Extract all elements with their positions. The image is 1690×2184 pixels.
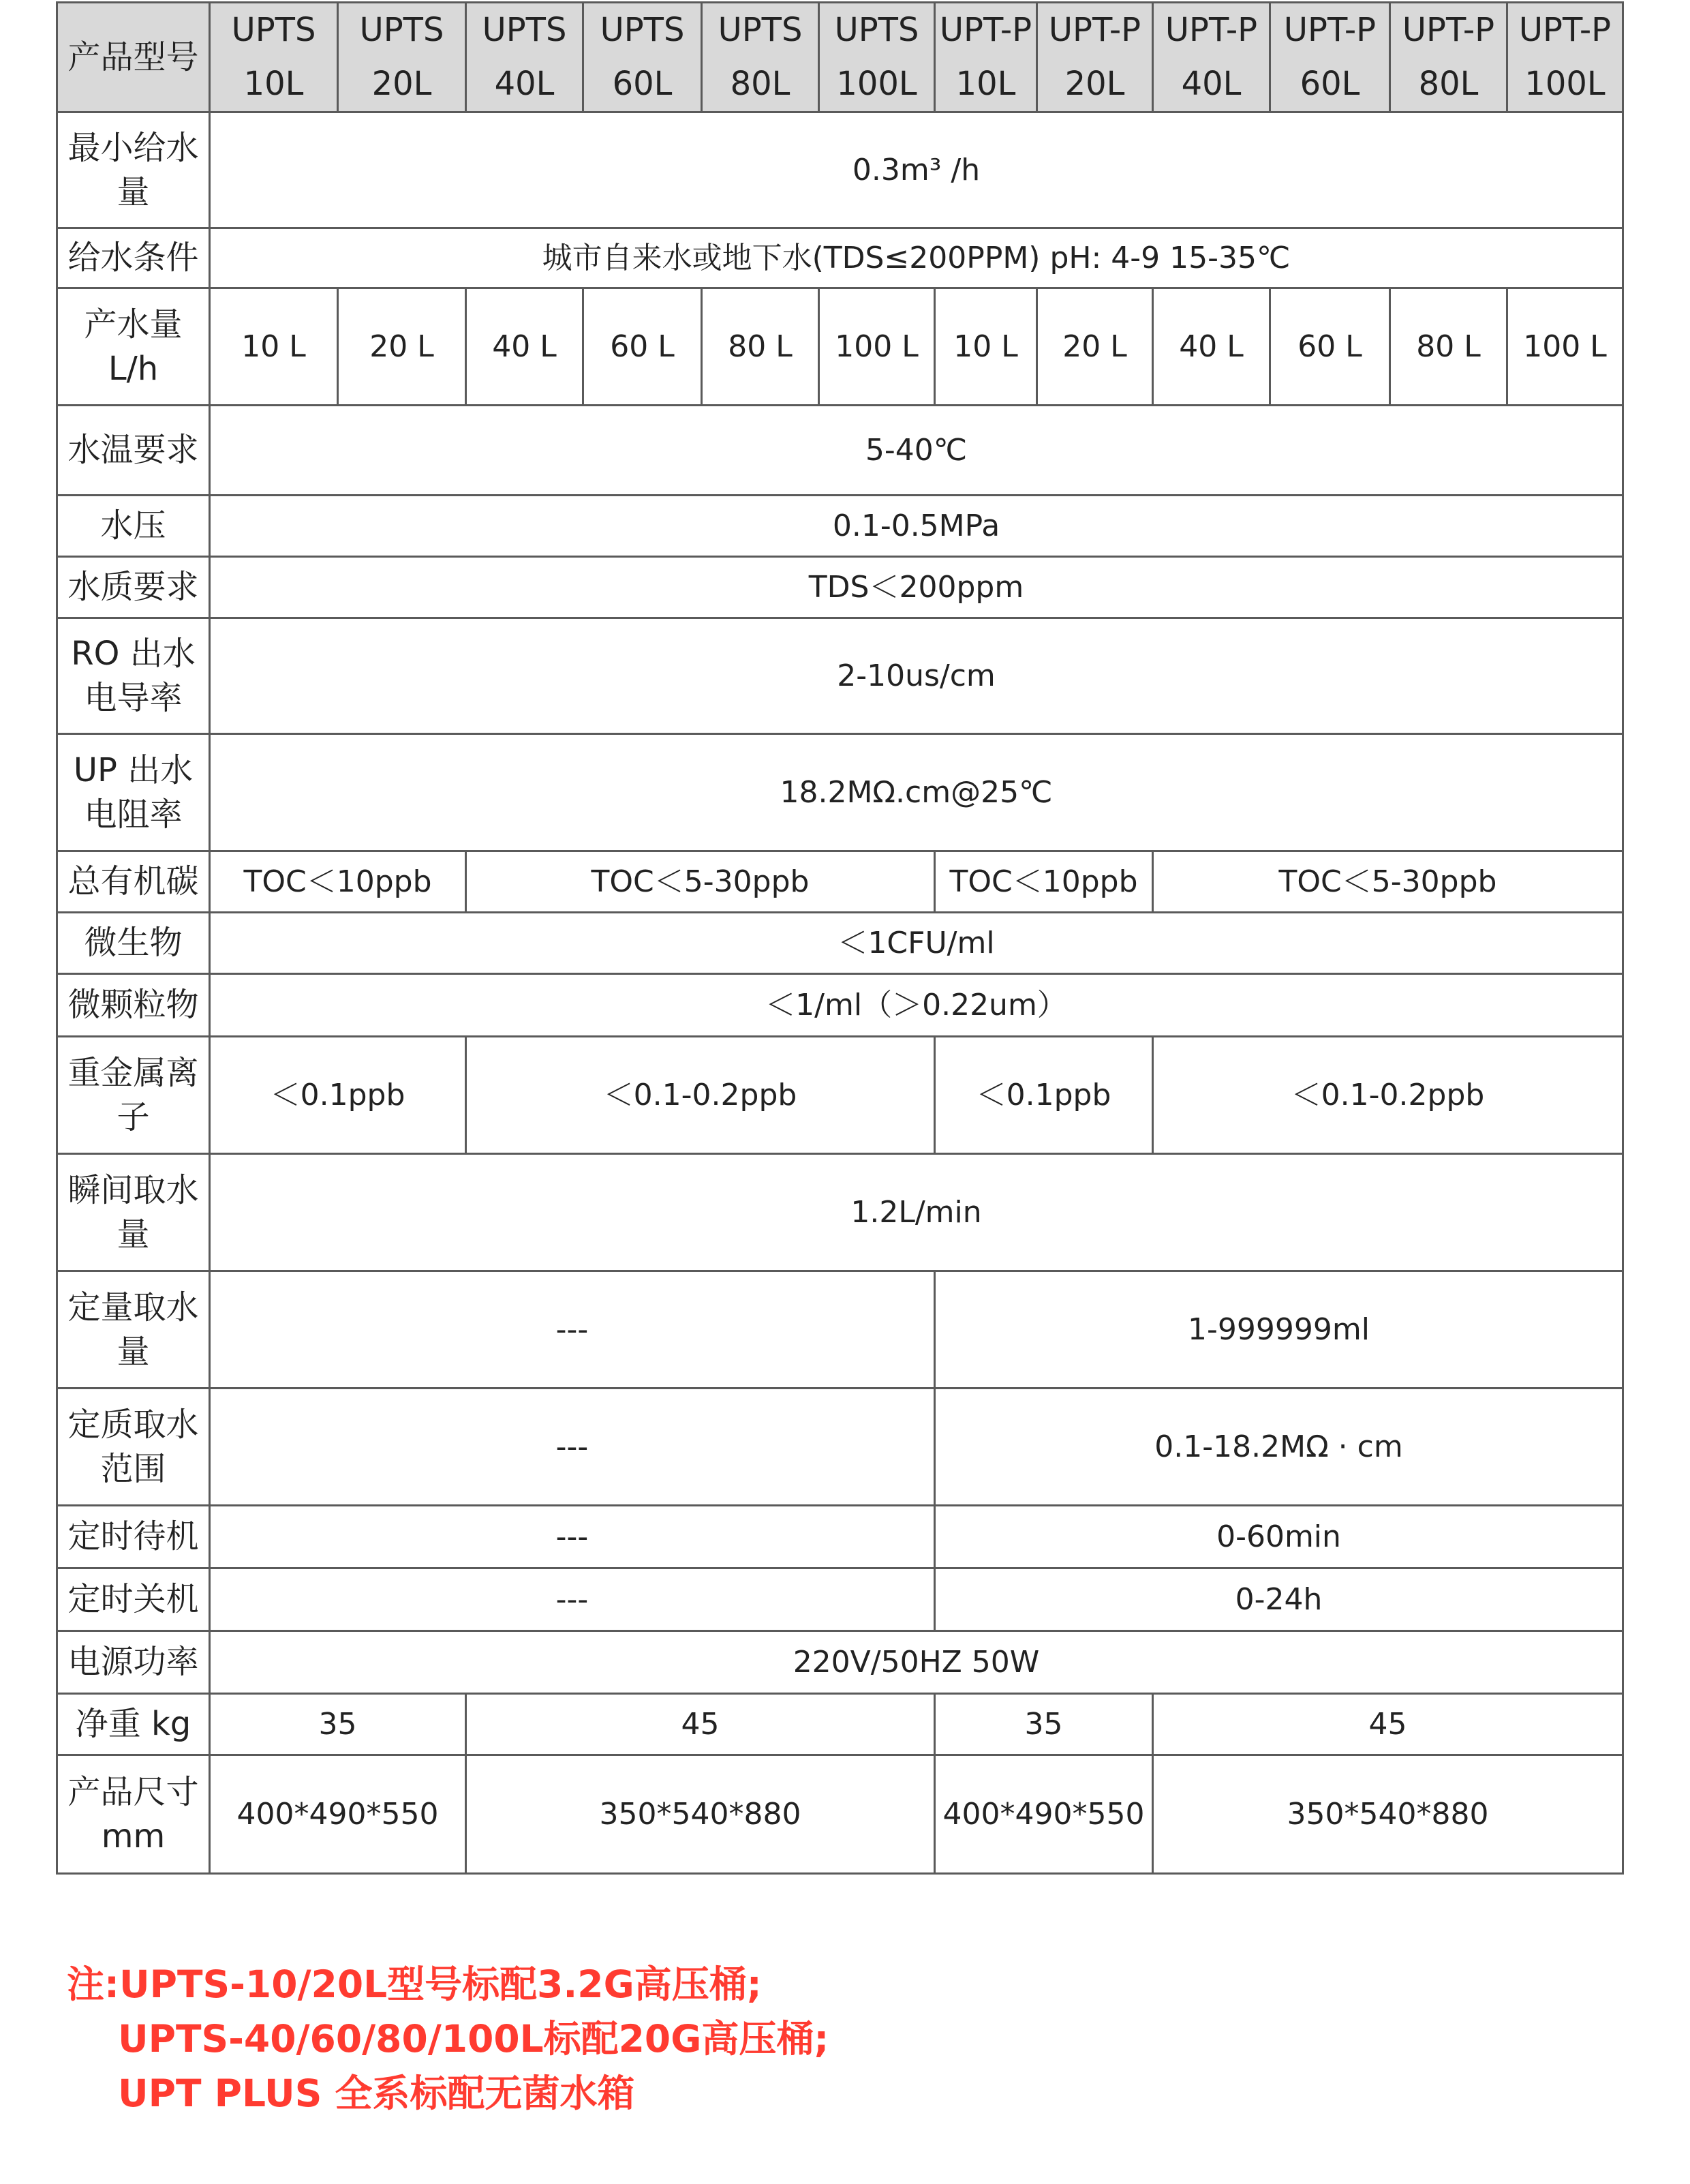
- cell-line: 20L: [1064, 65, 1125, 104]
- cell-line: RO 出水: [71, 635, 196, 673]
- cell-line: UPTS: [600, 11, 685, 49]
- row-value: 0.3m³ /h: [210, 112, 1623, 228]
- row-label: [57, 618, 210, 734]
- cell-line: 净重 kg: [75, 1705, 191, 1744]
- row-value: 18.2MΩ.cm@25℃: [210, 734, 1623, 851]
- model-header: [1037, 3, 1153, 112]
- row-value: TOC＜5-30ppb: [466, 851, 935, 913]
- cell-line: 电阻率: [84, 795, 183, 834]
- row-label: [57, 228, 210, 288]
- cell-line: 给水条件: [67, 239, 199, 277]
- cell-line: 微颗粒物: [67, 986, 199, 1025]
- cell-line: UPT-P: [1402, 11, 1495, 49]
- row-label: [57, 112, 210, 228]
- row-value: TOC＜10ppb: [210, 851, 466, 913]
- row-label: [57, 288, 210, 406]
- spec-table: [56, 1, 1624, 1875]
- row-value: 350*540*880: [466, 1755, 935, 1874]
- model-header: [819, 3, 935, 112]
- row-value: ---: [210, 1389, 935, 1506]
- cell-line: mm: [101, 1817, 166, 1855]
- row-label: [57, 1271, 210, 1389]
- spec-row: [57, 288, 1623, 406]
- cell-line: 10L: [243, 65, 304, 104]
- spec-row: [57, 851, 1623, 913]
- cell-line: 最小给水: [67, 129, 199, 168]
- row-value: ＜0.1-0.2ppb: [466, 1037, 935, 1154]
- row-label: [57, 1631, 210, 1694]
- cell-line: 量: [117, 1332, 150, 1371]
- cell-line: 10L: [955, 65, 1016, 104]
- row-label: [57, 1389, 210, 1506]
- cell-line: 定质取水: [67, 1406, 199, 1444]
- cell-line: 电导率: [84, 678, 183, 717]
- row-label: [57, 1154, 210, 1271]
- cell-line: 60L: [612, 65, 673, 104]
- cell-line: 量: [117, 172, 150, 211]
- cell-line: UPT-P: [1283, 11, 1377, 49]
- spec-row: [57, 112, 1623, 228]
- row-label: [57, 1037, 210, 1154]
- spec-row: [57, 974, 1623, 1037]
- row-label: [57, 406, 210, 496]
- row-value: 80 L: [702, 288, 819, 406]
- model-header: [466, 3, 583, 112]
- cell-line: 微生物: [84, 924, 183, 962]
- model-header: [1270, 3, 1390, 112]
- row-value: 0.1-18.2MΩ · cm: [935, 1389, 1623, 1506]
- spec-row: [57, 557, 1623, 618]
- cell-line: 电源功率: [67, 1643, 199, 1682]
- model-header: [1153, 3, 1270, 112]
- row-value: 20 L: [338, 288, 466, 406]
- row-label: [57, 734, 210, 851]
- spec-row: [57, 1568, 1623, 1631]
- cell-line: UPT-P: [1048, 11, 1141, 49]
- row-label: [57, 1568, 210, 1631]
- row-value: 400*490*550: [210, 1755, 466, 1874]
- row-value: 60 L: [583, 288, 702, 406]
- cell-line: 子: [117, 1097, 150, 1136]
- row-label: [57, 913, 210, 974]
- row-value: 35: [935, 1694, 1153, 1755]
- cell-line: 水压: [100, 506, 166, 545]
- row-value: 80 L: [1390, 288, 1507, 406]
- row-label: [57, 974, 210, 1037]
- cell-line: 瞬间取水: [67, 1171, 199, 1210]
- note-line-3: UPT PLUS 全系标配无菌水箱: [118, 2071, 635, 2115]
- cell-line: 水质要求: [67, 568, 199, 607]
- cell-line: 40L: [1181, 65, 1242, 104]
- cell-line: UPTS: [359, 11, 444, 49]
- cell-line: UPTS: [834, 11, 919, 49]
- cell-line: 量: [117, 1215, 150, 1254]
- cell-line: 产水量: [84, 305, 183, 344]
- spec-row: [57, 913, 1623, 974]
- cell-line: UP 出水: [73, 751, 194, 790]
- row-label: [57, 851, 210, 913]
- row-value: 45: [1153, 1694, 1623, 1755]
- cell-line: 20L: [371, 65, 432, 104]
- row-value: 45: [466, 1694, 935, 1755]
- row-label: [57, 1506, 210, 1568]
- row-value: 10 L: [935, 288, 1037, 406]
- spec-row: [57, 228, 1623, 288]
- spec-row: [57, 1755, 1623, 1874]
- row-value: 1-999999ml: [935, 1271, 1623, 1389]
- row-value: 2-10us/cm: [210, 618, 1623, 734]
- model-header: [1507, 3, 1623, 112]
- row-value: 100 L: [1507, 288, 1623, 406]
- spec-row: [57, 1631, 1623, 1694]
- cell-line: UPT-P: [1518, 11, 1612, 49]
- row-value: ---: [210, 1271, 935, 1389]
- spec-row: [57, 1154, 1623, 1271]
- row-value: 350*540*880: [1153, 1755, 1623, 1874]
- row-value: 1.2L/min: [210, 1154, 1623, 1271]
- header-row: [57, 3, 1623, 112]
- cell-line: 定时关机: [67, 1580, 199, 1619]
- cell-line: 100L: [836, 65, 917, 104]
- row-value: 100 L: [819, 288, 935, 406]
- cell-line: 60L: [1300, 65, 1360, 104]
- row-value: ＜0.1ppb: [935, 1037, 1153, 1154]
- cell-line: 产品尺寸: [67, 1773, 199, 1812]
- spec-row: [57, 1037, 1623, 1154]
- row-value: 0-60min: [935, 1506, 1623, 1568]
- cell-line: 范围: [100, 1449, 166, 1488]
- model-header: [338, 3, 466, 112]
- row-value: ＜1/ml（＞0.22um）: [210, 974, 1623, 1037]
- cell-line: UPTS: [718, 11, 803, 49]
- row-value: 20 L: [1037, 288, 1153, 406]
- cell-line: UPTS: [231, 11, 316, 49]
- row-label: [57, 1694, 210, 1755]
- row-value: 0.1-0.5MPa: [210, 496, 1623, 557]
- row-value: ＜1CFU/ml: [210, 913, 1623, 974]
- model-header: [702, 3, 819, 112]
- cell-line: 定时待机: [67, 1517, 199, 1556]
- cell-line: 100L: [1524, 65, 1605, 104]
- row-label: [57, 496, 210, 557]
- notes: [67, 1958, 829, 2121]
- spec-row: [57, 618, 1623, 734]
- row-value: 40 L: [1153, 288, 1270, 406]
- row-label: [57, 1755, 210, 1874]
- cell-line: UPT-P: [1165, 11, 1258, 49]
- row-value: TDS＜200ppm: [210, 557, 1623, 618]
- row-value: ＜0.1ppb: [210, 1037, 466, 1154]
- cell-line: UPT-P: [939, 11, 1032, 49]
- header-label: 产品型号: [57, 3, 210, 112]
- row-value: 35: [210, 1694, 466, 1755]
- model-header: [583, 3, 702, 112]
- row-value: 40 L: [466, 288, 583, 406]
- note-line-2: UPTS-40/60/80/100L标配20G高压桶;: [118, 2016, 829, 2061]
- spec-row: [57, 734, 1623, 851]
- row-value: ＜0.1-0.2ppb: [1153, 1037, 1623, 1154]
- row-value: ---: [210, 1568, 935, 1631]
- row-value: 0-24h: [935, 1568, 1623, 1631]
- row-value: TOC＜10ppb: [935, 851, 1153, 913]
- row-value: 10 L: [210, 288, 338, 406]
- cell-line: 定量取水: [67, 1288, 199, 1327]
- model-header: [210, 3, 338, 112]
- cell-line: L/h: [108, 349, 159, 388]
- cell-line: UPTS: [482, 11, 567, 49]
- cell-line: 水温要求: [67, 431, 199, 470]
- cell-line: 总有机碳: [67, 862, 199, 901]
- row-value: 220V/50HZ 50W: [210, 1631, 1623, 1694]
- cell-line: 80L: [1418, 65, 1479, 104]
- row-value: ---: [210, 1506, 935, 1568]
- cell-line: 40L: [494, 65, 555, 104]
- row-value: TOC＜5-30ppb: [1153, 851, 1623, 913]
- row-value: 60 L: [1270, 288, 1390, 406]
- row-value: 400*490*550: [935, 1755, 1153, 1874]
- model-header: [935, 3, 1037, 112]
- spec-row: [57, 1694, 1623, 1755]
- cell-line: 重金属离: [67, 1054, 199, 1093]
- spec-row: [57, 1389, 1623, 1506]
- row-value: 城市自来水或地下水(TDS≤200PPM) pH: 4-9 15-35℃: [210, 228, 1623, 288]
- cell-line: 80L: [730, 65, 790, 104]
- note-line-1: 注:UPTS-10/20L型号标配3.2G高压桶;: [67, 1962, 762, 2006]
- row-value: 5-40℃: [210, 406, 1623, 496]
- row-label: [57, 557, 210, 618]
- model-header: [1390, 3, 1507, 112]
- spec-row: [57, 406, 1623, 496]
- spec-row: [57, 1506, 1623, 1568]
- spec-row: [57, 1271, 1623, 1389]
- spec-row: [57, 496, 1623, 557]
